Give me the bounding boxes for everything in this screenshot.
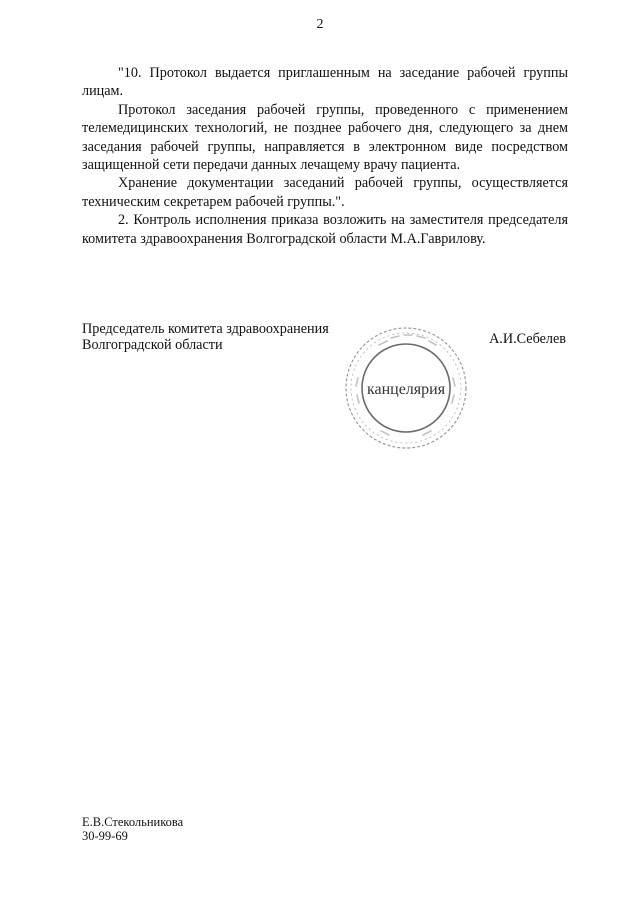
signature-block <box>82 321 568 353</box>
paragraph-protocol-telemedicine: Протокол заседания рабочей группы, проведенного с применением телемедицинских технологий, не позднее рабочего дня, следующего за днем заседания рабочей группы, направляется в электронном виде посредством защищенной сети передачи данных лечащему врачу пациента. <box>82 101 568 174</box>
signer-title-line1: Председатель комитета здравоохранения <box>82 321 329 337</box>
stamp-center-text: канцелярия <box>366 381 446 398</box>
paragraph-protocol-issue: "10. Протокол выдается приглашенным на заседание рабочей группы лицам. <box>82 65 568 100</box>
signer-title-line2: Волгоградской области <box>82 337 223 353</box>
paragraph-control: 2. Контроль исполнения приказа возложить на заместителя председателя комитета здравоохранения Волгоградской области М.А.Гаврилову. <box>82 212 568 247</box>
executor-block <box>82 815 183 843</box>
signer-name: А.И.Себелев <box>489 331 566 347</box>
stamp-seal-icon <box>341 323 471 453</box>
executor-phone: 30-99-69 <box>82 829 128 843</box>
signer-title <box>82 321 382 353</box>
office-stamp <box>341 323 471 453</box>
page-number: 2 <box>316 17 324 32</box>
paragraph-documentation-storage: Хранение документации заседаний рабочей группы, осуществляется техническим секретарем рабочей группы.". <box>82 175 568 210</box>
executor-name: Е.В.Стекольникова <box>82 815 184 829</box>
document-body <box>82 64 568 248</box>
